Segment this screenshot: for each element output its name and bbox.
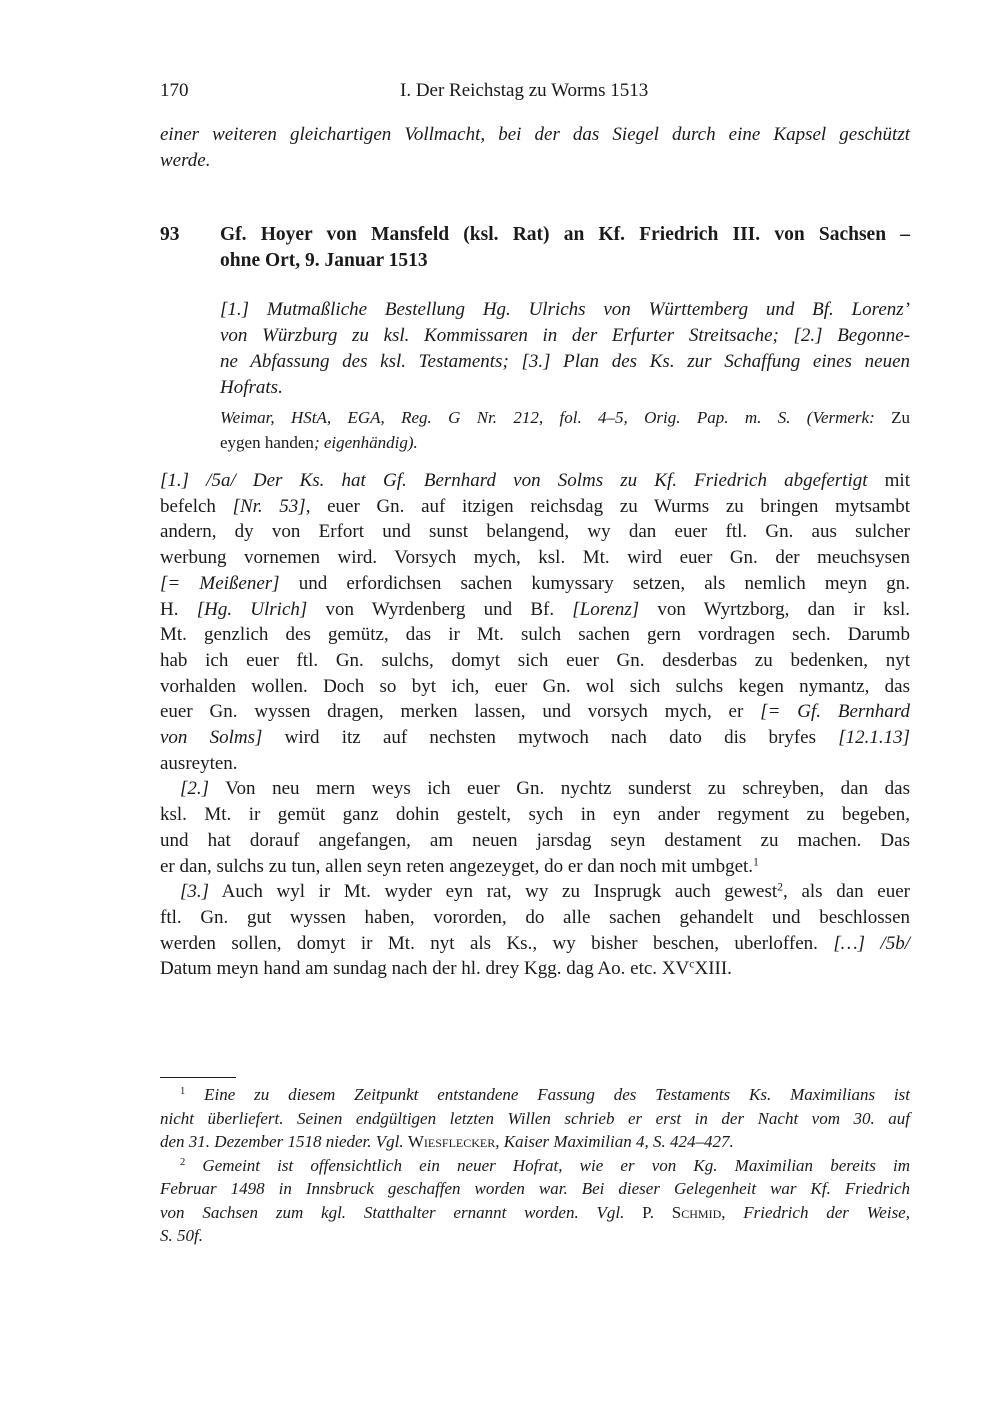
- text-segment: [Nr. 53]: [232, 495, 306, 517]
- text-line: [160, 648, 910, 674]
- text-segment: werden sollen, domyt ir Mt. nyt als Ks., wy bisher beschen, uberloffen.: [160, 932, 834, 954]
- document-title-line: ohne Ort, 9. Januar 1513: [220, 250, 428, 271]
- text-segment: ausreyten.: [160, 752, 238, 774]
- body-paragraph: [160, 879, 910, 982]
- document-body: [160, 468, 910, 982]
- text-line: [160, 1083, 910, 1107]
- text-line: [160, 519, 910, 545]
- text-line: [160, 699, 910, 725]
- text-segment: [1.] /5a/ Der Ks. hat Gf. Bernhard von Solms zu Kf. Friedrich abgefertigt: [160, 470, 885, 491]
- document-summary: [220, 297, 910, 401]
- text-line: [160, 674, 910, 700]
- previous-document-continuation: [160, 122, 910, 174]
- footnote: [160, 1154, 910, 1248]
- text-segment: Hofrats.: [220, 377, 283, 398]
- text-line: [160, 905, 910, 931]
- document-title-line: Gf. Hoyer von Mansfeld (ksl. Rat) an Kf. Friedrich III. von Sachsen –: [220, 224, 910, 245]
- text-line: [160, 776, 910, 802]
- text-line: [160, 494, 910, 520]
- text-segment: den 31. Dezember 1518 nieder. Vgl.: [160, 1132, 408, 1151]
- text-segment: von Solms]: [160, 727, 263, 749]
- document-number: 93: [160, 224, 180, 245]
- text-line: [160, 1154, 910, 1178]
- text-segment: werde.: [160, 150, 211, 171]
- text-line: [220, 430, 910, 455]
- text-segment: werbung vornemen wird. Vorsych mych, ksl. Mt. wird euer Gn. der meuchsysen: [160, 547, 910, 569]
- footnote: [160, 1083, 910, 1154]
- text-line: [160, 545, 910, 571]
- text-line: [160, 1224, 910, 1248]
- text-segment: , euer Gn. auf itzigen reichsdag zu Wurms zu bringen mytsambt: [305, 495, 911, 517]
- text-line: [160, 1107, 910, 1131]
- text-segment: einer weiteren gleichartigen Vollmacht, bei der das Siegel durch eine Kapsel geschützt: [160, 124, 910, 145]
- body-paragraph: [160, 776, 910, 879]
- text-segment: Von neu mern weys ich euer Gn. nychtz sunderst zu schreyben, dan das: [209, 778, 910, 800]
- text-segment: [2.]: [180, 778, 210, 800]
- text-line: [220, 405, 910, 430]
- text-segment: ftl. Gn. gut wyssen haben, vororden, do alle sachen gehandelt und beschlossen: [160, 906, 910, 928]
- text-segment: [= Meißener]: [160, 572, 280, 594]
- text-segment: von Würzburg zu ksl. Kommissaren in der Erfurter Streitsache; [2.] Begonne-: [220, 325, 910, 346]
- text-line: [160, 725, 910, 751]
- text-line: [160, 854, 910, 880]
- text-segment: XIII.: [694, 958, 732, 980]
- text-segment: H.: [160, 598, 197, 620]
- text-line: [160, 148, 910, 174]
- text-segment: ne Abfassung des ksl. Testaments; [3.] Plan des Ks. zur Schaffung eines neuen: [220, 351, 910, 372]
- text-line: [160, 1177, 910, 1201]
- text-segment: von Wyrdenberg und Bf.: [307, 598, 573, 620]
- text-segment: Gemeint ist offensichtlich ein neuer Hofrat, wie er von Kg. Maximilian bereits im: [185, 1155, 910, 1175]
- text-line: [160, 468, 910, 494]
- footnote-marker: 1: [753, 855, 759, 869]
- text-line: [160, 122, 910, 148]
- footnote-marker: 2: [777, 880, 784, 894]
- text-segment: , Kaiser Maximilian 4, S. 424–427.: [495, 1132, 734, 1151]
- text-line: [220, 349, 910, 375]
- text-segment: und hat dorauf angefangen, am neuen jarsdag seyn destament zu machen. Das: [160, 829, 910, 851]
- text-line: [220, 323, 910, 349]
- text-segment: Februar 1498 in Innsbruck geschaffen worden war. Bei dieser Gelegenheit war Kf. Friedrich: [160, 1179, 910, 1198]
- text-segment: euer Gn. wyssen dragen, merken lassen, und vorsych mych, er: [160, 701, 761, 723]
- text-segment: [12.1.13]: [838, 727, 910, 749]
- text-segment: andern, dy von Erfort und sunst belangend, wy dan euer ftl. Gn. aus sulcher: [160, 521, 910, 543]
- text-segment: von Sachsen zum kgl. Statthalter ernannt worden. Vgl.: [160, 1202, 643, 1222]
- text-segment: ksl. Mt. ir gemüt ganz dohin gestelt, sych in eyn ander regyment zu begeben,: [160, 804, 910, 826]
- text-segment: [Lorenz]: [572, 598, 640, 620]
- text-segment: Weimar, HStA, EGA, Reg. G Nr. 212, fol. 4–5, Orig. Pap. m. S. (Vermerk:: [220, 408, 892, 427]
- text-segment: Datum meyn hand am sundag nach der hl. drey Kgg. dag Ao. etc. XV: [160, 958, 690, 980]
- text-segment: […] /5b/: [833, 932, 910, 954]
- footnotes: [160, 1083, 910, 1248]
- page-number: 170: [160, 80, 189, 101]
- text-segment: eygen handen: [220, 433, 314, 452]
- text-segment: Eine zu diesem Zeitpunkt entstandene Fassung des Testaments Ks. Maximilians ist: [185, 1085, 910, 1104]
- text-line: [160, 571, 910, 597]
- text-segment: Wiesflecker: [407, 1132, 496, 1151]
- text-segment: und erfordichsen sachen kumyssary setzen, als nemlich meyn gn.: [279, 572, 910, 594]
- text-line: [160, 597, 910, 623]
- footnote-marker: c: [689, 957, 695, 971]
- text-line: [160, 751, 910, 777]
- text-segment: ; eigenhändig).: [313, 433, 418, 452]
- text-segment: er dan, sulchs zu tun, allen seyn reten angezeyget, do er dan noch mit umbget.: [160, 855, 754, 877]
- text-segment: hab ich euer ftl. Gn. sulchs, domyt sich euer Gn. desderbas zu bedenken, nyt: [160, 649, 910, 671]
- text-line: [160, 622, 910, 648]
- text-line: [160, 1130, 910, 1154]
- text-line: [160, 1201, 910, 1225]
- text-segment: Auch wyl ir Mt. wyder eyn rat, wy zu Insprugk auch gewest: [209, 881, 778, 903]
- text-segment: wird itz auf nechsten mytwoch nach dato dis bryfes: [262, 727, 839, 749]
- text-segment: nicht überliefert. Seinen endgültigen letzten Willen schrieb er erst in der Nacht vom 30. auf: [160, 1108, 910, 1128]
- text-segment: mit: [884, 470, 910, 491]
- text-line: [160, 931, 910, 957]
- text-segment: P. Schmid: [642, 1202, 722, 1222]
- text-line: [160, 956, 910, 982]
- text-segment: von Wyrtzborg, dan ir ksl.: [639, 598, 910, 620]
- text-line: [160, 879, 910, 905]
- document-title: [220, 222, 910, 274]
- source-citation: [220, 405, 910, 455]
- text-line: [160, 802, 910, 828]
- text-segment: [3.]: [180, 881, 210, 903]
- text-segment: S. 50f.: [160, 1226, 203, 1245]
- text-line: [160, 828, 910, 854]
- body-paragraph: [160, 468, 910, 776]
- text-segment: , Friedrich der Weise,: [721, 1202, 910, 1222]
- text-segment: Zu: [891, 408, 910, 427]
- footnote-rule: [160, 1077, 236, 1078]
- running-title: I. Der Reichstag zu Worms 1513: [400, 80, 649, 101]
- footnote-marker: 2: [180, 1156, 186, 1168]
- text-segment: , als dan euer: [783, 881, 910, 903]
- text-line: [220, 375, 910, 401]
- footnote-marker: 1: [180, 1086, 186, 1098]
- text-segment: [1.] Mutmaßliche Bestellung Hg. Ulrichs von Württemberg und Bf. Lorenz’: [220, 299, 910, 320]
- text-segment: vorhalden wollen. Doch so byt ich, euer Gn. wol sich sulchs kegen nymantz, das: [160, 675, 910, 697]
- text-line: [220, 297, 910, 323]
- text-segment: [Hg. Ulrich]: [196, 598, 308, 620]
- text-segment: Mt. genzlich des gemütz, das ir Mt. sulch sachen gern vordragen sech. Darumb: [160, 624, 910, 646]
- text-segment: [= Gf. Bernhard: [760, 701, 910, 723]
- text-segment: befelch: [160, 495, 233, 517]
